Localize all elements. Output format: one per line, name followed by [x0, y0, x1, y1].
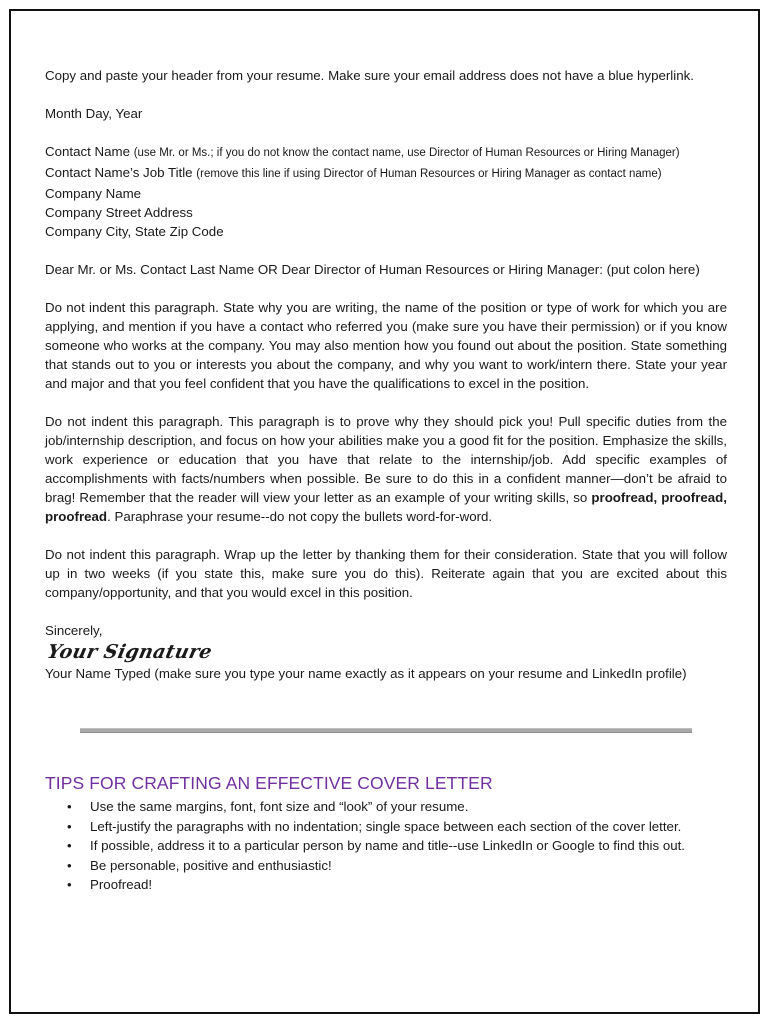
job-title-note: (remove this line if using Director of Human Resources or Hiring Manager as contact name) — [196, 168, 662, 180]
company-street: Company Street Address — [45, 205, 193, 220]
letter-body — [45, 66, 727, 683]
tips-title: TIPS FOR CRAFTING AN EFFECTIVE COVER LETTER — [45, 773, 493, 793]
list-item — [45, 797, 735, 817]
list-item — [45, 856, 735, 876]
paragraph-body-text: Do not indent this paragraph. This paragraph is to prove why they should pick you! Pull specific duties from the job/internship description, and focus on how your abilities make you a good fit for the position. Emphasize the skills, work experience or education that you have that relate to the internship/job. Add specific examples of accomplishments with facts/numbers when possible. Be sure to do this in a confident manner—don’t be afraid to brag! Remember that the reader will view your letter as an example of your writing skills, so — [45, 414, 727, 505]
tips-list — [45, 797, 735, 895]
bullet-icon: • — [67, 877, 72, 893]
section-divider — [80, 728, 692, 733]
salutation: Dear Mr. or Ms. Contact Last Name OR Dear Director of Human Resources or Hiring Manager: (put colon here) — [45, 262, 700, 277]
tip-text: If possible, address it to a particular person by name and title--use LinkedIn or Google to find this out. — [90, 838, 685, 854]
bullet-icon: • — [67, 799, 72, 814]
contact-name: Contact Name — [45, 144, 130, 159]
paragraph-intro: Do not indent this paragraph. State why you are writing, the name of the position or type of work for which you are applying, and mention if you have a contact who referred you (make sure you have their permission) or if you know someone who works at the company. You may also mention how you found out about the position. State something that stands out to you or interests you about the company, and why you want to work/intern there. State your year and major and that you feel confident that you have the qualifications to excel in the position. — [45, 300, 727, 391]
signature: Your Signature — [45, 641, 215, 663]
tip-text: Proofread! — [90, 877, 153, 893]
tip-text: Be personable, positive and enthusiastic! — [90, 857, 332, 873]
paragraph-body — [45, 412, 727, 526]
tip-text: Left-justify the paragraphs with no indentation; single space between each section of the cover letter. — [90, 818, 682, 834]
list-item — [45, 836, 735, 856]
tip-text: Use the same margins, font, font size and “look” of your resume. — [90, 799, 469, 814]
contact-job-title: Contact Name’s Job Title — [45, 165, 193, 180]
contact-name-note: (use Mr. or Ms.; if you do not know the contact name, use Director of Human Resources or Hiring Manager) — [133, 147, 680, 159]
header-instruction: Copy and paste your header from your resume. Make sure your email address does not have a blue hyperlink. — [45, 68, 694, 83]
contact-name-line — [45, 142, 727, 163]
list-item — [45, 875, 735, 895]
signature-line — [45, 640, 727, 664]
company-name: Company Name — [45, 186, 142, 201]
name-typed: Your Name Typed (make sure you type your name exactly as it appears on your resume and LinkedIn profile) — [45, 666, 687, 681]
recipient-address-block — [45, 142, 727, 241]
closing-word: Sincerely, — [45, 623, 103, 638]
proofread-emphasis: proofread, proofread, proofread — [45, 490, 727, 524]
job-title-line — [45, 163, 727, 184]
company-city-state-zip: Company City, State Zip Code — [45, 224, 224, 239]
paragraph-closing: Do not indent this paragraph. Wrap up the letter by thanking them for their consideration. State that you will follow up in two weeks (if you state this, make sure you do this). Reiterate again that you are excited about this company/opportunity, and that you would excel in this position. — [45, 547, 727, 600]
bullet-icon: • — [67, 818, 72, 834]
bullet-icon: • — [67, 838, 72, 854]
list-item — [45, 817, 735, 837]
date-line: Month Day, Year — [45, 106, 143, 121]
paragraph-body-tail: . Paraphrase your resume--do not copy the bullets word-for-word. — [107, 509, 493, 524]
bullet-icon: • — [67, 857, 72, 873]
